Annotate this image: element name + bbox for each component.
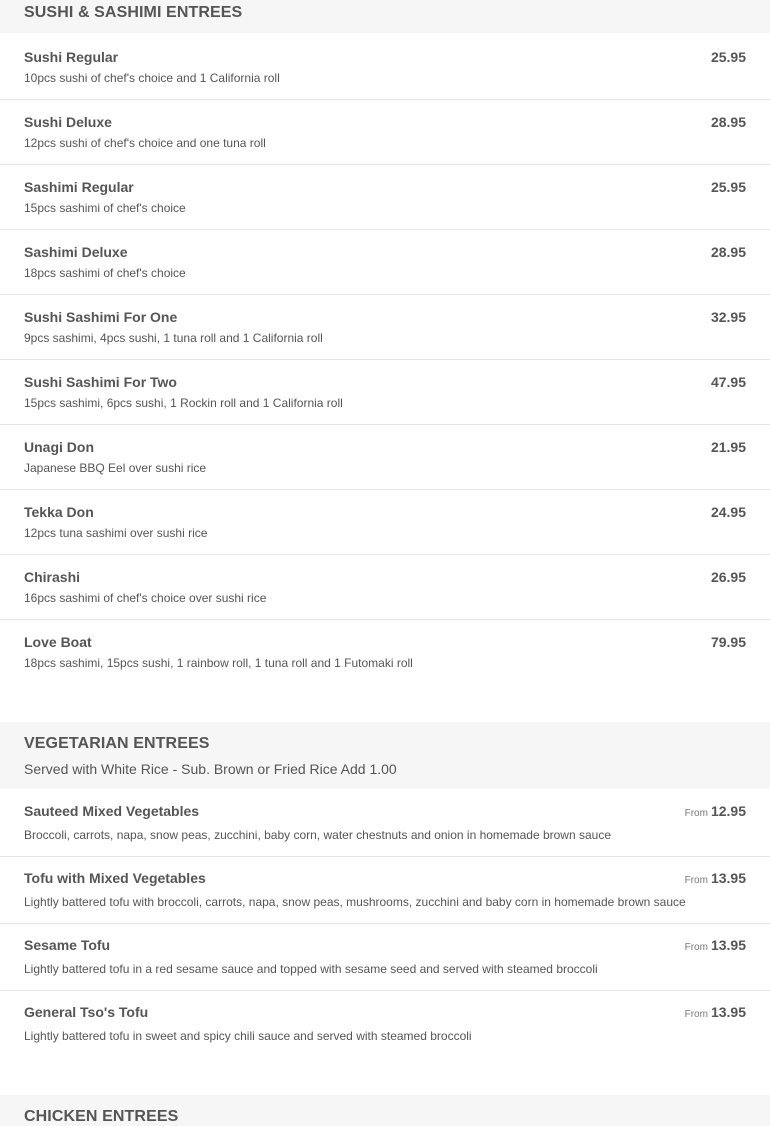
item-price: 32.95	[710, 309, 746, 325]
item-name: Love Boat	[24, 634, 92, 650]
item-name: Sushi Deluxe	[24, 114, 112, 130]
item-description: 18pcs sashimi of chef's choice	[24, 266, 186, 280]
item-price: 21.95	[710, 439, 746, 455]
menu-item-sushi-regular[interactable]	[0, 34, 770, 100]
item-price-group	[685, 1004, 746, 1020]
item-description: 10pcs sushi of chef's choice and 1 California roll	[24, 71, 280, 85]
from-label: From	[684, 1009, 708, 1020]
item-price: 13.95	[710, 870, 746, 886]
section-subtitle: Served with White Rice - Sub. Brown or Fried Rice Add 1.00	[24, 761, 397, 777]
item-price: 25.95	[710, 179, 746, 195]
menu-item-love-boat[interactable]	[0, 619, 770, 685]
item-price: 26.95	[710, 569, 746, 585]
item-price-group	[685, 870, 746, 886]
item-description: 9pcs sashimi, 4pcs sushi, 1 tuna roll and 1 California roll	[24, 331, 323, 345]
item-description: 15pcs sashimi, 6pcs sushi, 1 Rockin roll and 1 California roll	[24, 396, 343, 410]
menu-item-unagi-don[interactable]	[0, 424, 770, 490]
section-title: SUSHI & SASHIMI ENTREES	[24, 4, 243, 21]
item-description: Lightly battered tofu in sweet and spicy chili sauce and served with steamed broccoli	[24, 1029, 472, 1043]
item-price-group	[685, 937, 746, 953]
item-price: 79.95	[710, 634, 746, 650]
from-label: From	[684, 942, 708, 953]
menu-item-sashimi-regular[interactable]	[0, 164, 770, 230]
section-header-sushi-sashimi	[0, 0, 770, 33]
item-name: Sushi Regular	[24, 49, 119, 65]
item-name: Unagi Don	[24, 439, 94, 455]
item-name: Sushi Sashimi For Two	[24, 374, 177, 390]
item-price: 13.95	[710, 1004, 746, 1020]
menu-item-general-tsos-tofu[interactable]	[0, 990, 770, 1058]
item-description: Broccoli, carrots, napa, snow peas, zucchini, baby corn, water chestnuts and onion in homemade brown sauce	[24, 828, 611, 842]
from-label: From	[684, 875, 708, 886]
item-price: 24.95	[710, 504, 746, 520]
item-price: 28.95	[710, 114, 746, 130]
item-description: Lightly battered tofu with broccoli, carrots, napa, snow peas, mushrooms, zucchini and baby corn in homemade brown sauce	[24, 895, 686, 909]
menu-item-sauteed-mixed-vegetables[interactable]	[0, 789, 770, 857]
item-price: 25.95	[710, 49, 746, 65]
menu-item-tofu-with-mixed-vegetables[interactable]	[0, 856, 770, 924]
item-name: Sauteed Mixed Vegetables	[24, 803, 200, 819]
menu-item-sushi-sashimi-for-two[interactable]	[0, 359, 770, 425]
item-description: Japanese BBQ Eel over sushi rice	[24, 461, 207, 475]
item-description: 15pcs sashimi of chef's choice	[24, 201, 186, 215]
item-name: Sushi Sashimi For One	[24, 309, 178, 325]
section-title: VEGETARIAN ENTREES	[24, 735, 210, 752]
section-header-vegetarian	[0, 722, 770, 789]
item-description: 18pcs sashimi, 15pcs sushi, 1 rainbow roll, 1 tuna roll and 1 Futomaki roll	[24, 656, 413, 670]
item-name: Tekka Don	[24, 504, 94, 520]
item-description: 12pcs tuna sashimi over sushi rice	[24, 526, 208, 540]
item-price: 47.95	[710, 374, 746, 390]
item-name: General Tso's Tofu	[24, 1004, 149, 1020]
menu-item-chirashi[interactable]	[0, 554, 770, 620]
section-title: CHICKEN ENTREES	[24, 1108, 179, 1125]
item-price-group	[685, 803, 746, 819]
section-header-chicken	[0, 1095, 770, 1126]
item-name: Sashimi Deluxe	[24, 244, 128, 260]
item-description: Lightly battered tofu in a red sesame sauce and topped with sesame seed and served with steamed broccoli	[24, 962, 598, 976]
item-name: Sashimi Regular	[24, 179, 134, 195]
menu-item-sushi-deluxe[interactable]	[0, 99, 770, 165]
item-description: 16pcs sashimi of chef's choice over sushi rice	[24, 591, 267, 605]
item-price: 13.95	[710, 937, 746, 953]
item-name: Chirashi	[24, 569, 81, 585]
item-name: Tofu with Mixed Vegetables	[24, 870, 206, 886]
menu-item-tekka-don[interactable]	[0, 489, 770, 555]
item-description: 12pcs sushi of chef's choice and one tuna roll	[24, 136, 266, 150]
item-price: 12.95	[710, 803, 746, 819]
item-name: Sesame Tofu	[24, 937, 111, 953]
from-label: From	[684, 808, 708, 819]
menu-item-sashimi-deluxe[interactable]	[0, 229, 770, 295]
menu-item-sesame-tofu[interactable]	[0, 923, 770, 991]
item-price: 28.95	[710, 244, 746, 260]
menu-item-sushi-sashimi-for-one[interactable]	[0, 294, 770, 360]
